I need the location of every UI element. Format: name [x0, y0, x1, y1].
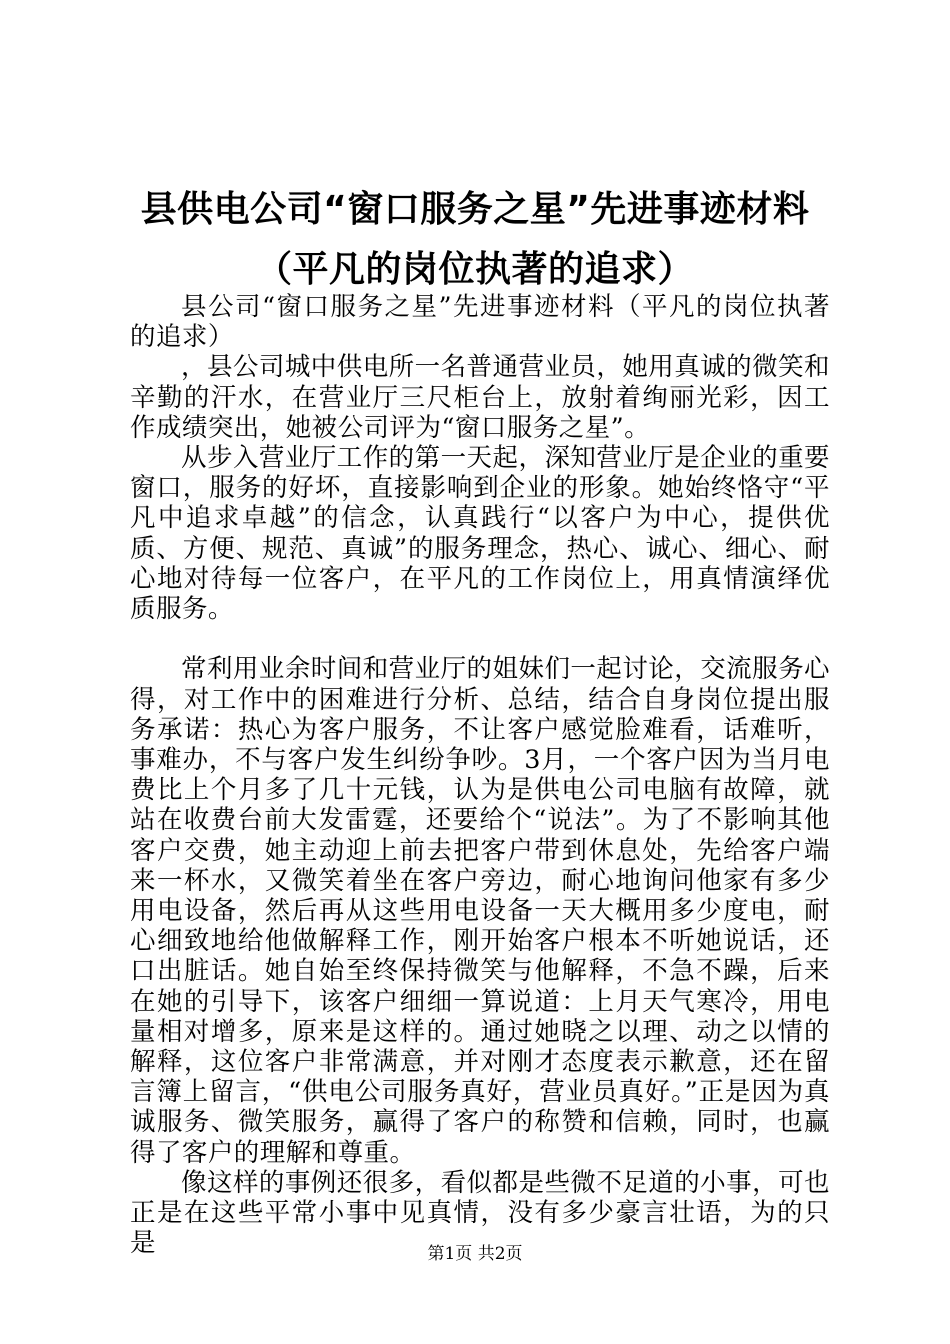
document-body — [130, 292, 830, 1258]
paragraph-service-philosophy: 从步入营业厅工作的第一天起，深知营业厅是企业的重要窗口，服务的好坏，直接影响到企业的形象。她始终恪守“平凡中追求卓越”的信念，认真践行“以客户为中心，提供优质、方便、规范、真诚”的服务理念，热心、诚心、细心、耐心地对待每一位客户，在平凡的工作岗位上，用真情演绎优质服务。 — [130, 443, 830, 625]
document-title-line-2: （平凡的岗位执著的追求） — [255, 249, 694, 290]
paragraph-summary: ，县公司城中供电所一名普通营业员，她用真诚的微笑和辛勤的汗水，在营业厅三尺柜台上，放射着绚丽光彩，因工作成绩突出，她被公司评为“窗口服务之星”。 — [130, 352, 830, 443]
paragraph-closing: 像这样的事例还很多，看似都是些微不足道的小事，可也正是在这些平常小事中见真情，没有多少豪言壮语，为的只是 — [130, 1167, 830, 1259]
paragraph-intro: 县公司“窗口服务之星”先进事迹材料（平凡的岗位执著的追求） — [130, 292, 830, 353]
document-title-line-1: 县供电公司“窗口服务之星”先进事迹材料 — [140, 189, 810, 230]
paragraph-customer-story: 常利用业余时间和营业厅的姐妹们一起讨论，交流服务心得，对工作中的困难进行分析、总结，结合自身岗位提出服务承诺：热心为客户服务，不让客户感觉脸难看，话难听，事难办，不与客户发生纠纷争吵。3月，一个客户因为当月电费比上个月多了几十元钱，认为是供电公司电脑有故障，就站在收费台前大发雷霆，还要给个“说法”。为了不影响其他客户交费，她主动迎上前去把客户带到休息处，先给客户端来一杯水，又微笑着坐在客户旁边，耐心地询问他家有多少用电设备，然后再从这些用电设备一天大概用多少度电，耐心细致地给他做解释工作，刚开始客户根本不听她说话，还口出脏话。她自始至终保持微笑与他解释，不急不躁，后来在她的引导下，该客户细细一算说道：上月天气寒冷，用电量相对增多，原来是这样的。通过她晓之以理、动之以情的解释，这位客户非常满意，并对刚才态度表示歉意，还在留言簿上留言，“供电公司服务真好，营业员真好。”正是因为真诚服务、微笑服务，赢得了客户的称赞和信赖，同时，也赢得了客户的理解和尊重。 — [130, 654, 830, 1168]
page-number-footer: 第1页 共2页 — [427, 1244, 523, 1264]
paragraph-spacer — [130, 624, 830, 654]
